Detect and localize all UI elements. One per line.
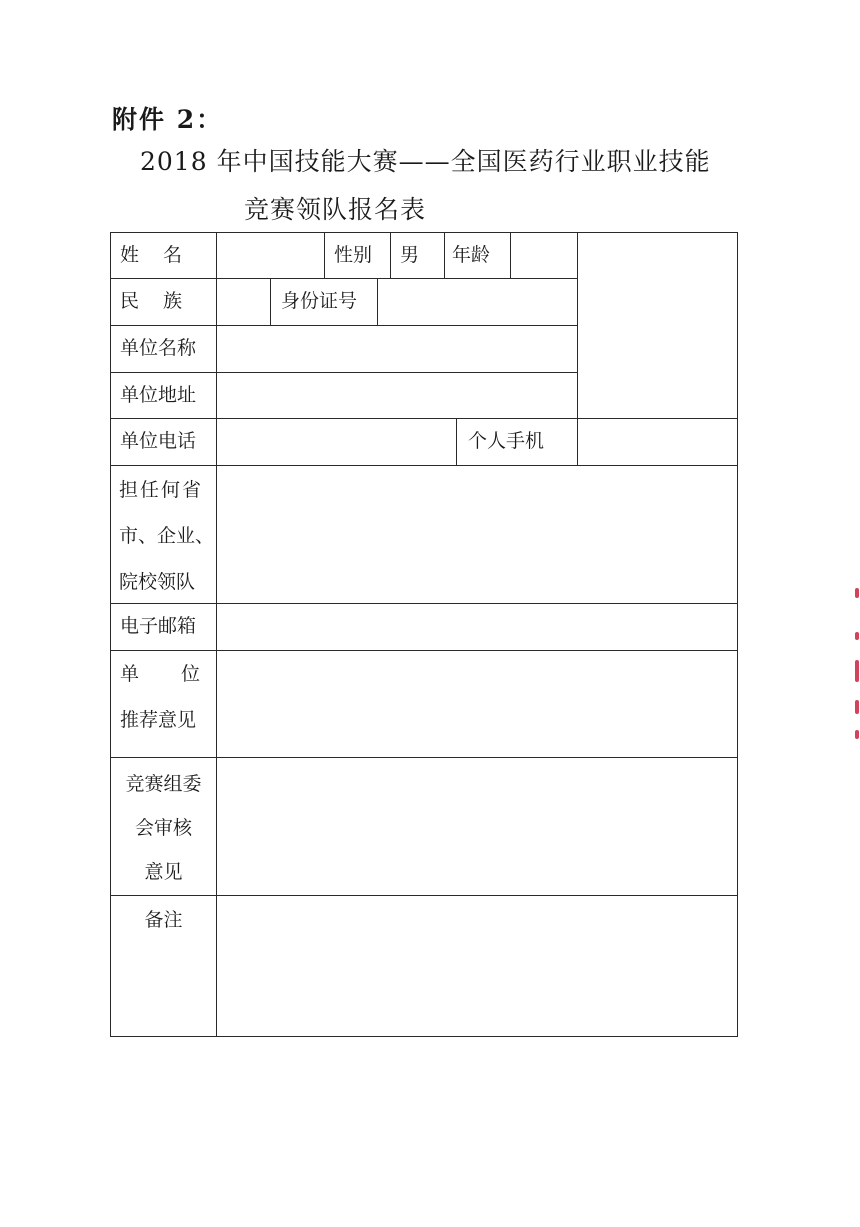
leader-role-label: 担任何省 市、企业、 院校领队 [119, 479, 215, 593]
photo-area [578, 233, 737, 418]
unit-address-field[interactable] [217, 373, 577, 418]
committee-review-field[interactable] [217, 758, 737, 895]
col-divider [324, 232, 325, 278]
col-divider [444, 232, 445, 278]
table-border-right [737, 232, 738, 1037]
col-divider [270, 278, 271, 325]
unit-name-label: 单位名称 [120, 337, 197, 359]
gender-value[interactable]: 男 [400, 244, 420, 266]
name-field[interactable] [217, 233, 324, 278]
edge-stamp-mark [855, 700, 859, 714]
col-divider [456, 418, 457, 465]
edge-stamp-mark [855, 730, 859, 739]
recommendation-label: 单 位 推荐意见 [120, 663, 200, 731]
age-label: 年龄 [452, 244, 491, 266]
email-field[interactable] [217, 604, 737, 650]
mobile-label: 个人手机 [468, 430, 545, 452]
edge-stamp-mark [855, 588, 859, 598]
edge-stamp-mark [855, 632, 859, 640]
email-label: 电子邮箱 [120, 615, 197, 637]
col-divider [390, 232, 391, 278]
mobile-field[interactable] [578, 419, 737, 465]
attachment-label: 附件 2： [112, 105, 224, 134]
age-field[interactable] [511, 233, 577, 278]
remarks-field[interactable] [217, 896, 737, 1036]
ethnicity-field[interactable] [217, 279, 270, 325]
edge-stamp-mark [855, 660, 859, 682]
id-number-label: 身份证号 [281, 290, 358, 312]
form-title-line2: 竞赛领队报名表 [244, 195, 427, 224]
form-title-line1: 2018 年中国技能大赛——全国医药行业职业技能 [140, 147, 711, 176]
unit-address-label: 单位地址 [120, 384, 197, 406]
table-border-bottom [110, 1036, 738, 1037]
name-label: 姓 名 [120, 244, 182, 266]
leader-role-field[interactable] [217, 466, 737, 603]
id-number-field[interactable] [378, 279, 577, 325]
ethnicity-label: 民 族 [120, 290, 182, 312]
unit-phone-label: 单位电话 [120, 430, 197, 452]
recommendation-field[interactable] [217, 651, 737, 757]
unit-phone-field[interactable] [217, 419, 456, 465]
gender-label: 性别 [334, 244, 373, 266]
unit-name-field[interactable] [217, 326, 577, 372]
remarks-label: 备注 [144, 909, 183, 931]
committee-review-label: 竞赛组委 会审核 意见 [125, 773, 202, 883]
